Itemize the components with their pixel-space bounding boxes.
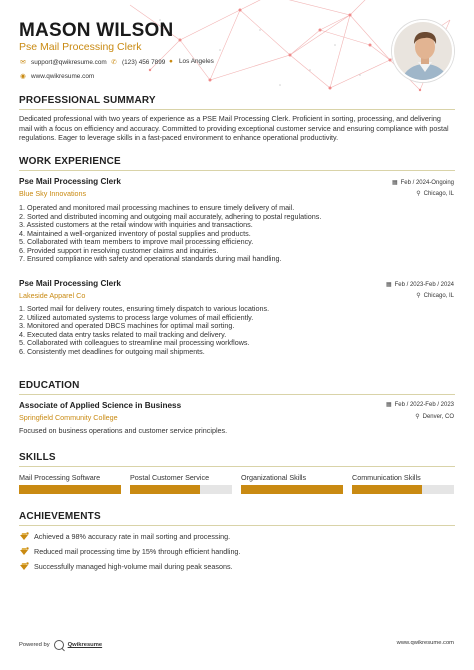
skill-name: Organizational Skills xyxy=(241,473,307,482)
skill-bar xyxy=(130,485,232,494)
school-name: Springfield Community College xyxy=(19,413,118,422)
job-date-text: Feb / 2024-Ongoing xyxy=(400,179,454,186)
pin-icon: ⚲ xyxy=(416,191,421,197)
job-location xyxy=(416,190,454,197)
skill-item xyxy=(352,473,454,494)
contact-website[interactable] xyxy=(19,72,94,80)
education-location xyxy=(415,413,454,420)
education-date-text: Feb / 2022-Feb / 2023 xyxy=(394,401,454,408)
trophy-star-icon xyxy=(19,562,29,571)
skill-bar xyxy=(19,485,121,494)
achievement-item xyxy=(19,547,240,556)
experience-divider xyxy=(19,170,455,171)
skill-bar xyxy=(352,485,454,494)
email-text: support@qwikresume.com xyxy=(31,58,107,66)
list-item: 1. Operated and monitored mail processing machines to ensure timely delivery of mail. xyxy=(19,203,295,212)
envelope-icon: ✉ xyxy=(20,59,26,66)
education-description: Focused on business operations and customer service principles. xyxy=(19,426,228,435)
list-item: 6. Consistently met deadlines for outgoing mail shipments. xyxy=(19,346,205,356)
list-item: 1. Sorted mail for delivery routes, ensuring timely dispatch to various locations. xyxy=(19,304,270,313)
job-company: Lakeside Apparel Co xyxy=(19,291,86,300)
skill-fill xyxy=(19,485,121,494)
phone-icon: ✆ xyxy=(111,59,117,66)
job-location-text: Chicago, IL xyxy=(423,190,454,197)
achievement-text: Reduced mail processing time by 15% through efficient handling. xyxy=(34,547,241,556)
brand-link[interactable]: Qwikresume xyxy=(67,642,103,648)
summary-divider xyxy=(19,109,455,110)
list-item: 2. Utilized automated systems to process large volumes of mail efficiently. xyxy=(19,312,254,322)
footer-powered-by xyxy=(19,640,102,650)
calendar-icon: ▦ xyxy=(385,402,392,408)
summary-heading: PROFESSIONAL SUMMARY xyxy=(19,95,156,106)
job-date-text: Feb / 2023-Feb / 2024 xyxy=(394,281,454,288)
pin-icon: ⚲ xyxy=(415,414,420,420)
website-text: www.qwikresume.com xyxy=(31,72,95,80)
summary-text: Dedicated professional with two years of experience as a PSE Mail Processing Clerk. Proficient in sorting, processing, and delivering mail with a focus on efficiency and accuracy. Committed to providing exceptional customer service and ensuring compliance with postal regulations. Eager to leverage skills in a fast-paced environment to enhance operational productivity. xyxy=(19,114,449,143)
contact-phone[interactable] xyxy=(110,58,165,66)
skill-item xyxy=(241,473,343,494)
skill-bar xyxy=(241,485,343,494)
list-item: 5. Collaborated with colleagues to streamline mail processing workflows. xyxy=(19,338,250,348)
list-item: 3. Assisted customers at the retail window with inquiries and transactions. xyxy=(19,220,253,230)
list-item: 6. Provided support in resolving customer claims and inquiries. xyxy=(19,245,219,255)
achievement-text: Achieved a 98% accuracy rate in mail sorting and processing. xyxy=(34,532,231,541)
list-item: 3. Monitored and operated DBCS machines for optimal mail sorting. xyxy=(19,321,235,331)
achievement-text: Successfully managed high-volume mail during peak seasons. xyxy=(34,562,233,571)
list-item: 5. Collaborated with team members to improve mail processing efficiency. xyxy=(19,237,254,247)
skill-item xyxy=(19,473,121,494)
contact-email[interactable] xyxy=(19,58,107,66)
skills-divider xyxy=(19,466,455,467)
globe-icon: ◉ xyxy=(20,73,26,80)
pin-icon: ⚲ xyxy=(416,293,421,299)
education-heading: EDUCATION xyxy=(19,380,80,391)
powered-by-label: Powered by xyxy=(19,642,50,648)
list-item: 7. Ensured compliance with safety and operational standards during mail handling. xyxy=(19,254,282,264)
contact-location xyxy=(167,58,214,65)
job-location-text: Chicago, IL xyxy=(423,292,454,299)
job-date xyxy=(386,281,454,288)
achievement-item xyxy=(19,562,233,571)
skill-item xyxy=(130,473,232,494)
job-title: Pse Mail Processing Clerk xyxy=(19,177,121,186)
job-location xyxy=(416,292,454,299)
location-text: Los Angeles xyxy=(179,58,214,65)
list-item: 4. Maintained a well-organized inventory of postal supplies and products. xyxy=(19,228,251,238)
education-location-text: Denver, CO xyxy=(422,413,454,420)
job-bullet-list xyxy=(19,204,449,264)
job-bullet-list xyxy=(19,305,449,356)
list-item: 4. Executed data entry tasks related to mail tracking and delivery. xyxy=(19,329,227,339)
achievements-divider xyxy=(19,525,455,526)
degree-title: Associate of Applied Science in Business xyxy=(19,401,182,410)
job-title: Pse Mail Processing Clerk xyxy=(19,279,121,288)
skill-name: Mail Processing Software xyxy=(19,473,101,482)
list-item: 2. Sorted and distributed incoming and outgoing mail accurately, adhering to postal regulations. xyxy=(19,211,322,221)
skill-name: Communication Skills xyxy=(352,473,421,482)
candidate-title: Pse Mail Processing Clerk xyxy=(19,41,142,53)
experience-heading: WORK EXPERIENCE xyxy=(19,156,121,167)
phone-text: (123) 456 7899 xyxy=(122,58,166,66)
profile-photo xyxy=(392,20,454,82)
skills-heading: SKILLS xyxy=(19,452,56,463)
trophy-star-icon xyxy=(19,532,29,541)
job-company: Blue Sky Innovations xyxy=(19,189,87,198)
footer-url[interactable]: www.qwikresume.com xyxy=(396,640,454,646)
skill-fill xyxy=(130,485,200,494)
job-date xyxy=(392,179,454,186)
map-pin-icon: ● xyxy=(169,58,173,65)
calendar-icon: ▦ xyxy=(385,282,392,288)
qwikresume-logo-icon xyxy=(54,640,64,650)
calendar-icon: ▦ xyxy=(391,180,398,186)
education-divider xyxy=(19,394,455,395)
skill-fill xyxy=(241,485,343,494)
candidate-name: MASON WILSON xyxy=(19,20,174,41)
trophy-star-icon xyxy=(19,547,29,556)
skill-fill xyxy=(352,485,422,494)
achievements-heading: ACHIEVEMENTS xyxy=(19,511,101,522)
skill-name: Postal Customer Service xyxy=(130,473,210,482)
achievement-item xyxy=(19,532,230,541)
education-date xyxy=(386,401,454,408)
